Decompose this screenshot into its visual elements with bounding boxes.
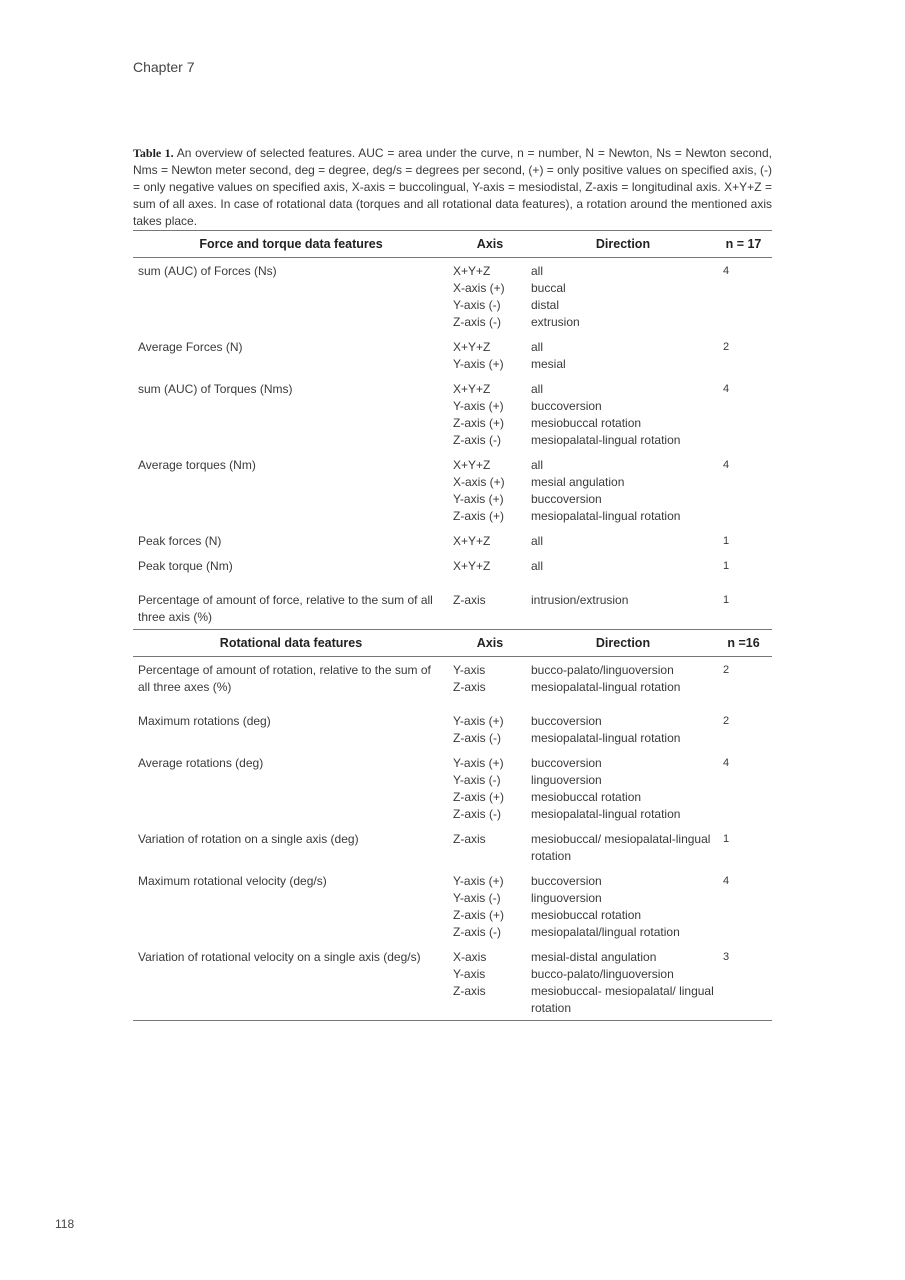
direction-value: all [531,534,544,548]
axis-value: Z-axis (-) [453,925,501,939]
direction-value: buccoversion [531,714,602,728]
axis-cell [449,334,531,376]
feature-cell: Peak torque (Nm) [138,559,233,573]
direction-value: all [531,559,544,573]
axis-value: X-axis (+) [453,475,505,489]
direction-cell [531,826,715,868]
feature-cell: Maximum rotational velocity (deg/s) [138,874,327,888]
direction-value: mesiopalatal-lingual rotation [531,731,681,745]
running-header: Chapter 7 [133,59,195,75]
count-cell: 1 [723,560,730,572]
feature-cell: sum (AUC) of Forces (Ns) [138,264,277,278]
axis-value: Y-axis (+) [453,399,504,413]
table-row [133,528,772,553]
table-row [133,750,772,826]
direction-cell [531,553,715,578]
direction-value: all [531,340,544,354]
direction-value: bucco-palato/linguoversion [531,663,674,677]
count-cell: 4 [723,875,730,887]
feature-cell: Variation of rotation on a single axis (deg) [138,832,359,846]
direction-value: distal [531,298,560,312]
axis-value: Z-axis [453,680,486,694]
axis-value: Z-axis [453,984,486,998]
direction-value: mesiopalatal/lingual rotation [531,925,680,939]
feature-cell: Percentage of amount of rotation, relative to the sum of all three axes (%) [138,663,431,694]
axis-value: Y-axis (-) [453,773,501,787]
direction-value: extrusion [531,315,580,329]
table-row [133,452,772,528]
axis-cell [449,258,531,335]
feature-cell: Average Forces (N) [138,340,243,354]
direction-value: all [531,382,544,396]
direction-value: mesiopalatal-lingual rotation [531,680,681,694]
feature-cell: Average torques (Nm) [138,458,256,472]
direction-value: buccoversion [531,492,602,506]
axis-value: Z-axis (-) [453,433,501,447]
axis-value: Z-axis (+) [453,790,504,804]
count-cell: 2 [723,664,730,676]
axis-cell [449,750,531,826]
axis-value: X+Y+Z [453,382,491,396]
table-row [133,334,772,376]
direction-cell [531,868,715,944]
table-label: Table 1. [133,146,174,160]
direction-value: buccal [531,281,566,295]
section2-header-row [133,630,772,657]
axis-value: Y-axis [453,663,486,677]
axis-value: Z-axis (+) [453,416,504,430]
direction-value: mesiobuccal/ mesiopalatal-lingual rotation [531,832,711,863]
table-row [133,258,772,335]
axis-value: Y-axis (+) [453,714,504,728]
axis-value: X+Y+Z [453,458,491,472]
axis-cell [449,553,531,578]
axis-cell [449,868,531,944]
axis-value: Y-axis (+) [453,874,504,888]
features-table [133,230,772,1021]
table-caption [133,145,772,230]
direction-value: buccoversion [531,399,602,413]
axis-value: X-axis (+) [453,281,505,295]
count-cell: 3 [715,944,772,1021]
direction-cell [531,376,715,452]
axis-value: Y-axis (+) [453,357,504,371]
axis-cell [449,826,531,868]
axis-cell [449,578,531,630]
feature-cell: Variation of rotational velocity on a single axis (deg/s) [133,944,449,1021]
section2-axis-header: Axis [449,630,531,657]
section2-n-header: n =16 [715,630,772,657]
direction-value: mesial [531,357,566,371]
count-cell: 4 [723,383,730,395]
section2-feature-header: Rotational data features [133,630,449,657]
table-row [133,553,772,578]
direction-value: buccoversion [531,756,602,770]
axis-value: Z-axis [453,832,486,846]
section1-axis-header: Axis [449,231,531,258]
direction-cell [531,750,715,826]
direction-cell [531,452,715,528]
axis-value: X+Y+Z [453,534,491,548]
axis-cell [449,699,531,750]
direction-cell [531,578,715,630]
section1-body [133,258,772,630]
count-cell: 4 [723,265,730,277]
axis-value: X+Y+Z [453,559,491,573]
table-row [133,699,772,750]
count-cell: 1 [723,535,730,547]
axis-value: Z-axis (+) [453,509,504,523]
axis-cell [449,376,531,452]
count-cell: 4 [723,757,730,769]
axis-value: Z-axis (-) [453,315,501,329]
caption-text: An overview of selected features. AUC = area under the curve, n = number, N = Newton, Ns = Newton second, Nms = Newton meter second, deg = degree, deg/s = degrees per second, (+) = only positive values on specified axis, (-) = only negative values on specified axis, X-axis = buccolingual, Y-axis = mesiodistal, Z-axis = longitudinal axis. X+Y+Z = sum of all axes. In case of rotational data (torques and all rotational data features), a rotation around the mentioned axis takes place. [133,146,772,228]
direction-cell [531,699,715,750]
axis-value: X-axis [453,950,487,964]
direction-value: mesiopalatal-lingual rotation [531,433,681,447]
axis-value: Z-axis (+) [453,908,504,922]
count-cell: 1 [723,833,730,845]
axis-value: Y-axis (-) [453,298,501,312]
section1-feature-header: Force and torque data features [133,231,449,258]
axis-value: Y-axis (+) [453,756,504,770]
axis-cell [449,657,531,700]
direction-value: linguoversion [531,891,602,905]
axis-value: Z-axis (-) [453,807,501,821]
direction-cell [531,657,715,700]
direction-value: mesiobuccal rotation [531,790,642,804]
section1-n-header: n = 17 [715,231,772,258]
section1-header-row [133,231,772,258]
table-row [133,868,772,944]
axis-value: Y-axis (+) [453,492,504,506]
axis-value: Y-axis [453,967,486,981]
count-cell: 4 [723,459,730,471]
direction-value: all [531,264,544,278]
feature-cell: Average rotations (deg) [138,756,264,770]
direction-value: mesial-distal angulation [531,950,657,964]
direction-cell [531,334,715,376]
direction-cell [531,528,715,553]
table-row [133,578,772,630]
axis-value: Z-axis [453,593,486,607]
direction-value: linguoversion [531,773,602,787]
direction-value: mesiopalatal-lingual rotation [531,807,681,821]
page-number: 118 [55,1217,75,1231]
direction-value: buccoversion [531,874,602,888]
count-cell: 1 [723,594,730,606]
direction-value: mesiobuccal rotation [531,908,642,922]
axis-cell [449,944,531,1021]
feature-cell: Peak forces (N) [138,534,222,548]
feature-cell: Percentage of amount of force, relative to the sum of all three axis (%) [138,593,433,624]
direction-value: all [531,458,544,472]
direction-value: mesiopalatal-lingual rotation [531,509,681,523]
feature-cell: sum (AUC) of Torques (Nms) [138,382,293,396]
section2-body [133,657,772,1021]
axis-value: Y-axis (-) [453,891,501,905]
table-row [133,944,772,1021]
direction-cell [531,944,715,1021]
direction-value: mesial angulation [531,475,625,489]
axis-value: X+Y+Z [453,264,491,278]
count-cell: 2 [723,715,730,727]
table-row [133,376,772,452]
axis-value: Z-axis (-) [453,731,501,745]
direction-value: intrusion/extrusion [531,593,629,607]
direction-value: mesiobuccal- mesiopalatal/ lingual rotation [531,984,714,1015]
section2-direction-header: Direction [531,630,715,657]
direction-value: mesiobuccal rotation [531,416,642,430]
direction-cell [531,258,715,335]
table-row [133,826,772,868]
count-cell: 2 [723,341,730,353]
table-row [133,657,772,700]
feature-cell: Maximum rotations (deg) [138,714,271,728]
axis-value: X+Y+Z [453,340,491,354]
direction-value: bucco-palato/linguoversion [531,967,674,981]
axis-cell [449,452,531,528]
section1-direction-header: Direction [531,231,715,258]
table-block [133,145,772,1021]
axis-cell [449,528,531,553]
